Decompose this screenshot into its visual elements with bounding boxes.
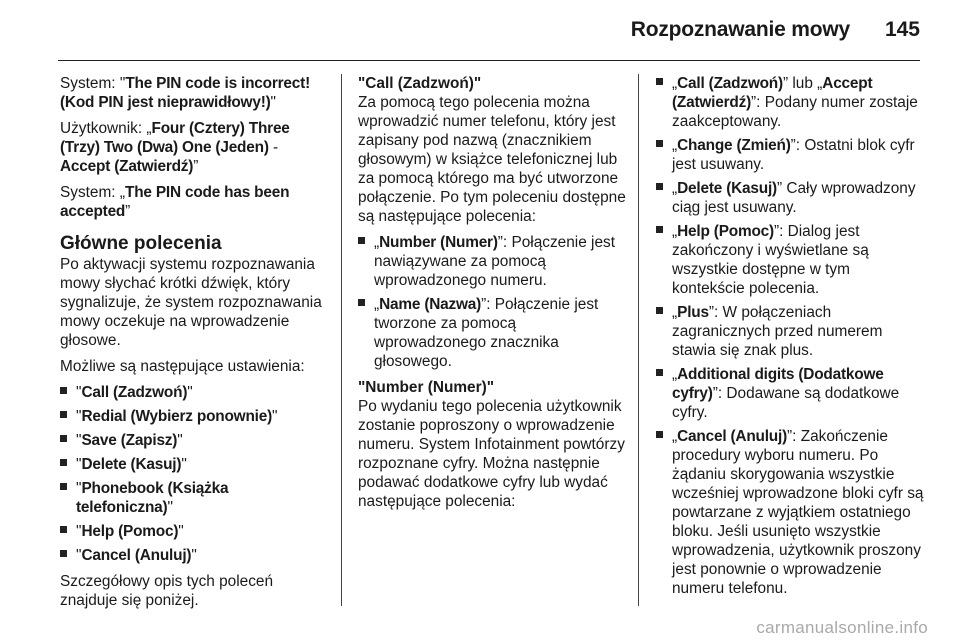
bullet-icon bbox=[358, 299, 365, 306]
list-item: „Change (Zmień)”: Ostatni blok cyfr jest usuwany. bbox=[656, 136, 924, 174]
sub-heading-call: "Call (Zadzwoń)" bbox=[358, 75, 482, 92]
bullet-icon bbox=[656, 183, 663, 190]
options-list bbox=[60, 383, 328, 565]
list-item: "Delete (Kasuj)" bbox=[60, 455, 328, 474]
list-item: "Call (Zadzwoń)" bbox=[60, 383, 328, 402]
bullet-icon bbox=[60, 411, 67, 418]
footer-watermark: carmanualsonline.info bbox=[756, 618, 928, 637]
bullet-icon bbox=[60, 459, 67, 466]
list-item: "Help (Pomoc)" bbox=[60, 522, 328, 541]
number-options-list bbox=[656, 74, 924, 598]
bullet-icon bbox=[656, 307, 663, 314]
sub-heading-number: "Number (Numer)" bbox=[358, 379, 495, 396]
outro-paragraph: Szczegółowy opis tych poleceń znajduje się poniżej. bbox=[60, 573, 274, 609]
list-item: „Call (Zadzwoń)” lub „Accept (Zatwierdź)”: Podany numer zostaje zaakceptowany. bbox=[656, 74, 924, 131]
list-item: „Name (Nazwa)”: Połączenie jest tworzone za pomocą wprowadzonego znacznika głosowego. bbox=[358, 295, 626, 371]
bullet-icon bbox=[656, 226, 663, 233]
bullet-icon bbox=[60, 483, 67, 490]
list-item: "Redial (Wybierz ponownie)" bbox=[60, 407, 328, 426]
section-heading-main-commands: Główne polecenia bbox=[60, 233, 222, 254]
dialog-user-line: Użytkownik: „Four (Cztery) Three (Trzy) Two (Dwa) One (Jeden) - Accept (Zatwierdź)” bbox=[60, 120, 290, 175]
list-item: "Save (Zapisz)" bbox=[60, 431, 328, 450]
bullet-icon bbox=[656, 431, 663, 438]
intro-paragraph: Po aktywacji systemu rozpoznawania mowy słychać krótki dźwięk, który sygnalizuje, że system rozpoznawania mowy oczekuje na wprowadzenie głosowe. bbox=[60, 256, 322, 349]
bullet-icon bbox=[656, 78, 663, 85]
dialog-system-line-2: System: „The PIN code has been accepted” bbox=[60, 184, 290, 220]
dialog-system-line-1: System: "The PIN code is incorrect! (Kod PIN jest nieprawidłowy!)" bbox=[60, 75, 310, 111]
bullet-icon bbox=[358, 237, 365, 244]
list-item: „Number (Numer)”: Połączenie jest nawiązywane za pomocą wprowadzonego numeru. bbox=[358, 233, 626, 290]
page-number: 145 bbox=[884, 18, 920, 41]
column-1 bbox=[60, 74, 328, 617]
bullet-icon bbox=[60, 387, 67, 394]
list-item: „Additional digits (Dodatkowe cyfry)”: Dodawane są dodatkowe cyfry. bbox=[656, 365, 924, 422]
header-divider bbox=[58, 60, 920, 61]
list-item: „Cancel (Anuluj)”: Zakończenie procedury wyboru numeru. Po żądaniu skorygowania wszystkie wcześniej wprowadzone bloki cyfr są powtarzane z wyjątkiem ostatniego bloku. Jeśli usunięto wszystkie wprowadzenia, użytkownik proszony jest ponownie o wprowadzenie numeru telefonu. bbox=[656, 427, 924, 598]
column-divider-1 bbox=[341, 74, 342, 606]
bullet-icon bbox=[60, 526, 67, 533]
bullet-icon bbox=[656, 369, 663, 376]
page-title: Rozpoznawanie mowy bbox=[630, 18, 850, 41]
call-options-list bbox=[358, 233, 626, 371]
list-item: „Help (Pomoc)”: Dialog jest zakończony i wyświetlane są wszystkie dostępne w tym kontekście polecenia. bbox=[656, 222, 924, 298]
list-item: „Plus”: W połączeniach zagranicznych przed numerem stawia się znak plus. bbox=[656, 303, 924, 360]
list-item: "Phonebook (Książka telefoniczna)" bbox=[60, 479, 328, 517]
bullet-icon bbox=[60, 435, 67, 442]
list-item: "Cancel (Anuluj)" bbox=[60, 546, 328, 565]
bullet-icon bbox=[656, 140, 663, 147]
column-2 bbox=[358, 74, 626, 518]
bullet-icon bbox=[60, 550, 67, 557]
number-paragraph: Po wydaniu tego polecenia użytkownik zostanie poproszony o wprowadzenie numeru. System Infotainment powtórzy rozpoznane cyfry. Można następnie podawać dodatkowe cyfry lub wydać następujące polecenia: bbox=[358, 398, 625, 510]
options-intro: Możliwe są następujące ustawienia: bbox=[60, 358, 305, 375]
column-divider-2 bbox=[638, 74, 639, 606]
column-3 bbox=[656, 74, 924, 605]
call-paragraph: Za pomocą tego polecenia można wprowadzić numer telefonu, który jest zapisany pod nazwą (znacznikiem głosowym) w książce telefonicznej lub za pomocą którego ma być utworzone połączenie. Po tym poleceniu dostępne są następujące polecenia: bbox=[358, 94, 626, 225]
list-item: „Delete (Kasuj)” Cały wprowadzony ciąg jest usuwany. bbox=[656, 179, 924, 217]
